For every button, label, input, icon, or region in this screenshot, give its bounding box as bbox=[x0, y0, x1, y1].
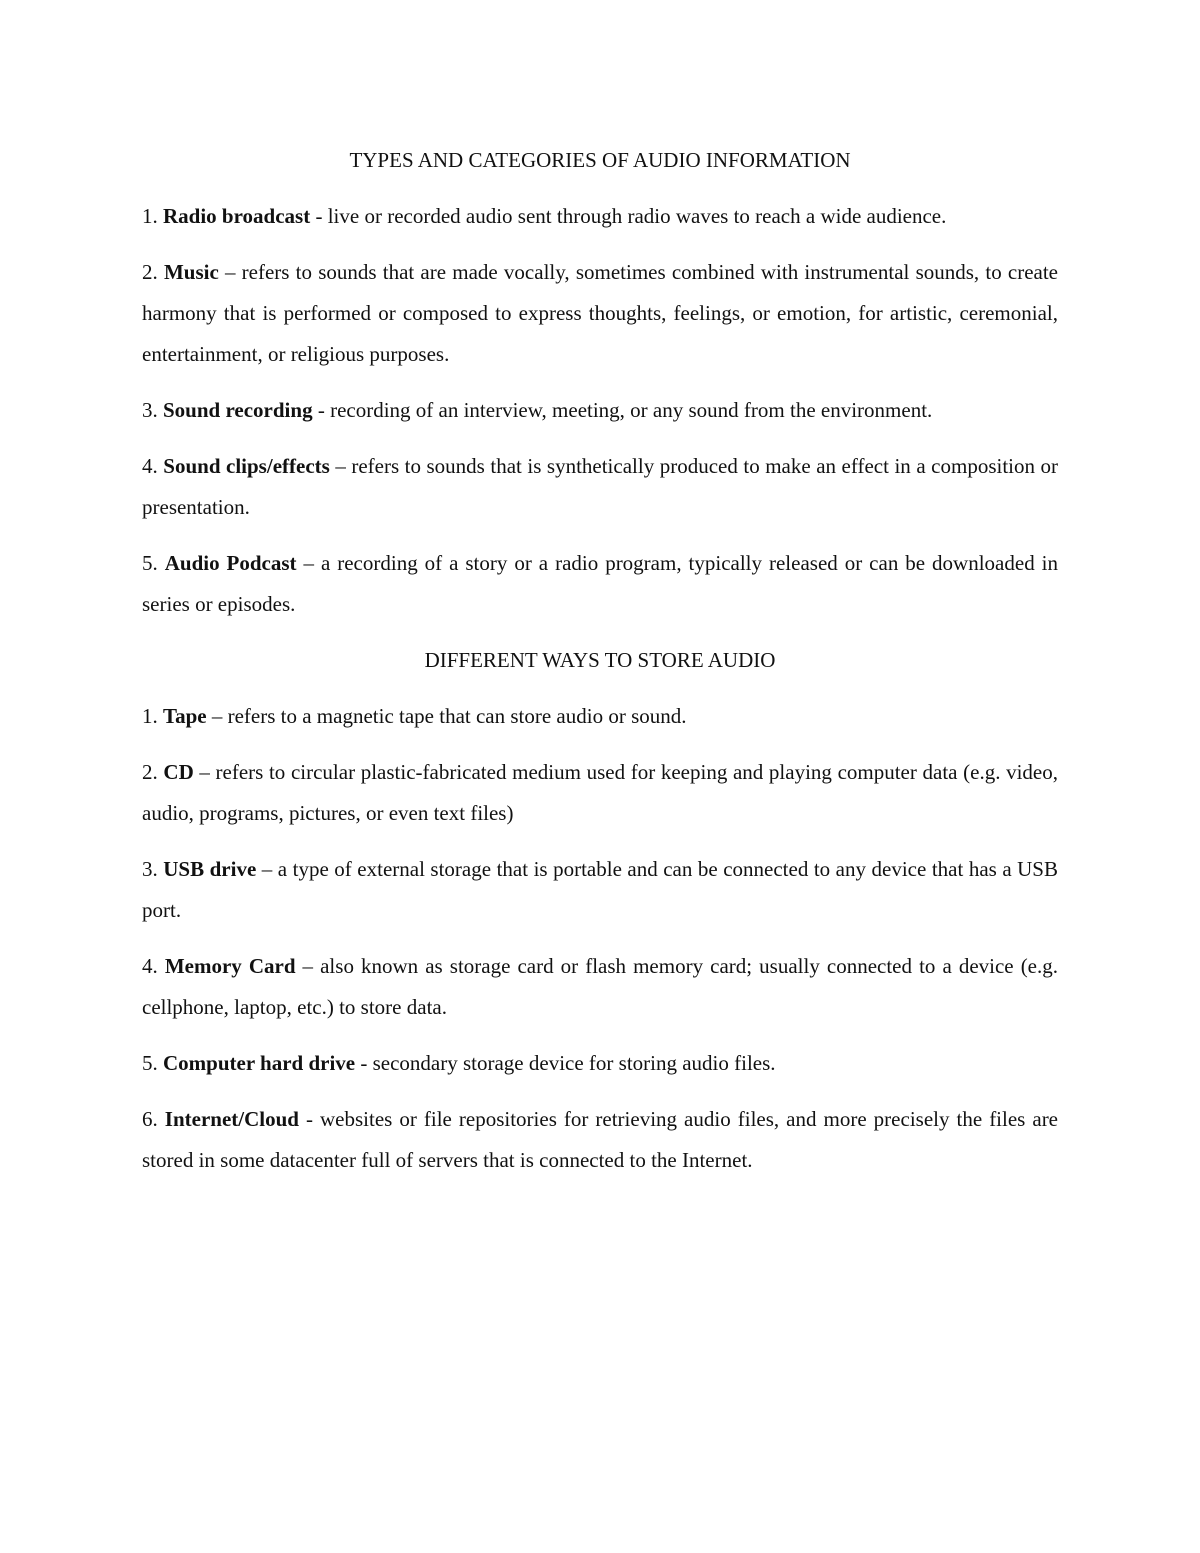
item-number: 4. bbox=[142, 454, 158, 478]
item-description: – also known as storage card or flash memory card; usually connected to a device (e.g. cellphone, laptop, etc.) to store data. bbox=[142, 954, 1059, 1019]
item-number: 4. bbox=[142, 954, 158, 978]
item-term: Radio broadcast bbox=[163, 204, 311, 228]
list-item-sound-recording bbox=[142, 390, 1058, 431]
item-number: 6. bbox=[142, 1107, 158, 1131]
item-term: Music bbox=[163, 260, 219, 284]
item-description: – a type of external storage that is portable and can be connected to any device that has a USB port. bbox=[142, 857, 1058, 922]
item-description: - websites or file repositories for retrieving audio files, and more precisely the files are stored in some datacenter full of servers that is connected to the Internet. bbox=[142, 1107, 1059, 1172]
list-item-usb-drive bbox=[142, 849, 1058, 931]
item-number: 1. bbox=[142, 704, 158, 728]
section-heading-store-audio: DIFFERENT WAYS TO STORE AUDIO bbox=[424, 648, 776, 672]
item-description: - live or recorded audio sent through radio waves to reach a wide audience. bbox=[310, 204, 947, 228]
item-number: 3. bbox=[142, 857, 158, 881]
section-heading-audio-types: TYPES AND CATEGORIES OF AUDIO INFORMATION bbox=[349, 148, 851, 172]
item-description: - recording of an interview, meeting, or any sound from the environment. bbox=[312, 398, 933, 422]
item-description: – refers to a magnetic tape that can store audio or sound. bbox=[206, 704, 687, 728]
list-item-music bbox=[142, 252, 1058, 375]
list-item-memory-card bbox=[142, 946, 1058, 1028]
list-item-sound-clips bbox=[142, 446, 1058, 528]
list-item-tape bbox=[142, 696, 1058, 737]
list-item-internet-cloud bbox=[142, 1099, 1058, 1181]
item-term: CD bbox=[163, 760, 194, 784]
item-description: – a recording of a story or a radio program, typically released or can be downloaded in series or episodes. bbox=[142, 551, 1058, 616]
list-item-computer-hard-drive bbox=[142, 1043, 1058, 1084]
item-number: 5. bbox=[142, 1051, 158, 1075]
item-term: Tape bbox=[163, 704, 207, 728]
item-number: 2. bbox=[142, 260, 158, 284]
item-description: - secondary storage device for storing audio files. bbox=[355, 1051, 776, 1075]
item-number: 2. bbox=[142, 760, 158, 784]
item-term: Computer hard drive bbox=[163, 1051, 356, 1075]
item-term: Sound clips/effects bbox=[163, 454, 330, 478]
list-item-cd bbox=[142, 752, 1058, 834]
item-term: USB drive bbox=[163, 857, 257, 881]
item-description: – refers to circular plastic-fabricated medium used for keeping and playing computer data (e.g. video, audio, programs, pictures, or even text files) bbox=[142, 760, 1059, 825]
item-description: – refers to sounds that is synthetically produced to make an effect in a composition or presentation. bbox=[142, 454, 1059, 519]
item-term: Sound recording bbox=[163, 398, 313, 422]
item-term: Internet/Cloud bbox=[164, 1107, 299, 1131]
item-number: 1. bbox=[142, 204, 158, 228]
item-number: 3. bbox=[142, 398, 158, 422]
item-term: Memory Card bbox=[164, 954, 296, 978]
item-number: 5. bbox=[142, 551, 158, 575]
item-term: Audio Podcast bbox=[164, 551, 297, 575]
list-item-radio-broadcast bbox=[142, 196, 1058, 237]
list-item-audio-podcast bbox=[142, 543, 1058, 625]
item-description: – refers to sounds that are made vocally, sometimes combined with instrumental sounds, to create harmony that is performed or composed to express thoughts, feelings, or emotion, for artistic, ceremonial, entertainment, or religious purposes. bbox=[142, 260, 1058, 366]
document-body bbox=[142, 140, 1058, 1196]
